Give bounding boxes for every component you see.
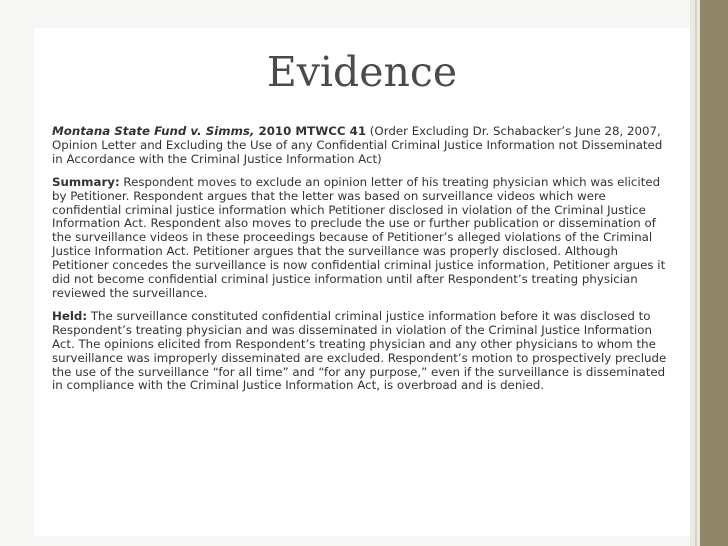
slide-content bbox=[34, 28, 690, 536]
summary-label: Summary: bbox=[52, 174, 120, 189]
slide-frame-bottom bbox=[0, 536, 728, 546]
slide-body bbox=[52, 125, 672, 402]
accent-bar bbox=[700, 0, 728, 546]
held-paragraph bbox=[52, 310, 672, 393]
slide-frame-left bbox=[0, 0, 34, 546]
held-text: The surveillance constituted confidential criminal justice information before it was disclosed to Respondent’s treating physician and was disseminated in violation of the Criminal Justice Information Act. The opinions elicited from Respondent’s treating physician and any other physicians to whom the surveillance was improperly disseminated are excluded. Respondent’s motion to prospectively preclude the use of the surveillance “for all time” and “for any purpose,” even if the surveillance is disseminated in compliance with the Criminal Justice Information Act, is overbroad and is denied. bbox=[52, 308, 667, 393]
citation-text: (Order Excluding Dr. Schabacker’s June 28, 2007, Opinion Letter and Excluding the Use of any Confidential Criminal Justice Information not Disseminated in Accordance with the Criminal Justice Information Act) bbox=[52, 124, 663, 166]
summary-text: Respondent moves to exclude an opinion letter of his treating physician which was elicited by Petitioner. Respondent argues that the letter was based on surveillance videos which were confidential criminal justice information which Petitioner disclosed in violation of the Criminal Justice Information Act. Respondent also moves to preclude the use or further publication or dissemination of the surveillance videos in these proceedings because of Petitioner’s alleged violations of the Criminal Justice Information Act. Petitioner argues that the surveillance was properly disclosed. Although Petitioner concedes the surveillance is now confidential criminal justice information, Petitioner argues it did not become confidential criminal justice information until after Respondent’s treating physician reviewed the surveillance. bbox=[52, 174, 666, 300]
held-label: Held: bbox=[52, 308, 88, 323]
accent-line bbox=[695, 0, 697, 546]
case-cite: 2010 MTWCC 41 bbox=[254, 124, 367, 138]
citation-paragraph bbox=[52, 125, 672, 167]
slide-title: Evidence bbox=[266, 48, 458, 96]
slide-frame-top bbox=[0, 0, 728, 28]
summary-paragraph bbox=[52, 176, 672, 301]
case-name: Montana State Fund v. Simms, bbox=[52, 124, 255, 138]
